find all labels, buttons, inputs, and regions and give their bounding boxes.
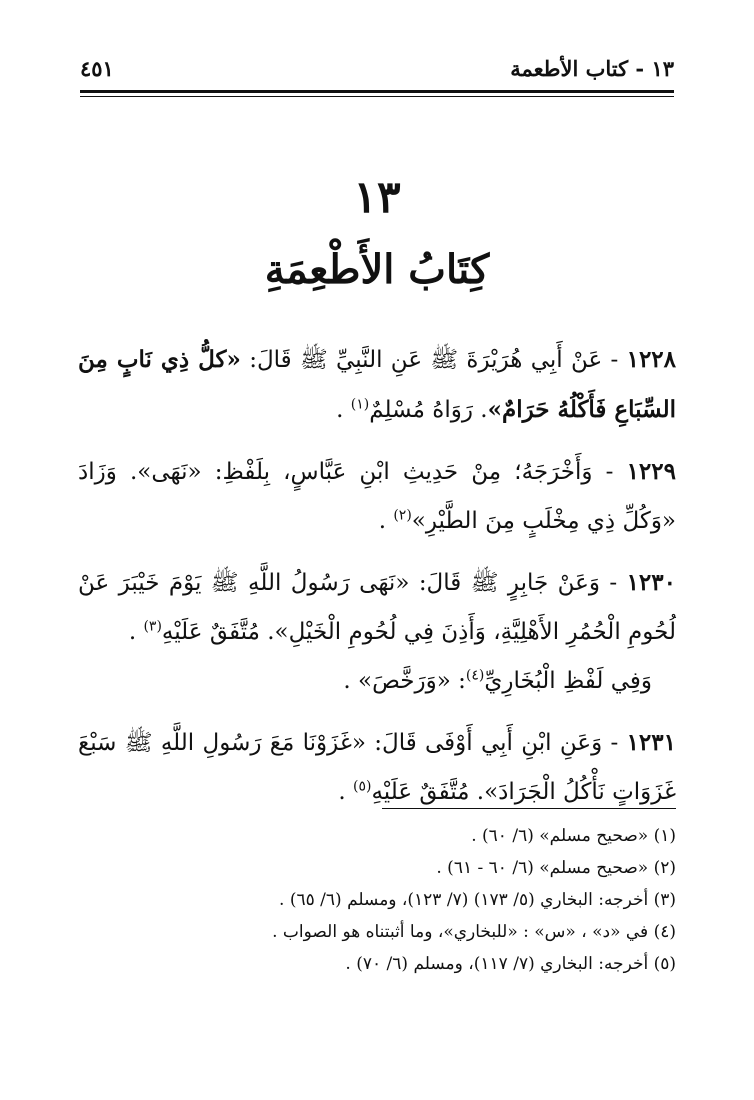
hadith-number: ١٢٢٨ bbox=[626, 346, 677, 373]
footnote-3: (٣) أخرجه: البخاري (٥/ ١٧٣) (٧/ ١٢٣)، ومسلم (٦/ ٦٥) . bbox=[279, 890, 676, 910]
footnote-ref: (١) bbox=[350, 396, 370, 413]
hadith-text: - عَنْ أَبِي هُرَيْرَةَ ﷺ عَنِ النَّبِيِّ ﷺ قَالَ: bbox=[240, 347, 627, 373]
footnote-4: (٤) في «د» ، «س» : «للبخاري»، وما أثبتناه هو الصواب . bbox=[272, 922, 676, 942]
variant-text: وَفِي لَفْظِ الْبُخَارِيِّ bbox=[484, 668, 652, 694]
hadith-1228 bbox=[78, 335, 676, 435]
header-rule-thick bbox=[80, 90, 674, 93]
hadith-text: - وَعَنْ جَابِرٍ ﷺ قَالَ: «نَهَى رَسُولُ اللَّهِ ﷺ يَوْمَ خَيْبَرَ عَنْ لُحُومِ الْحُمُرِ الأَهْلِيَّةِ، وَأَذِنَ فِي لُحُومِ الْخَيْلِ». مُتَّفَقٌ عَلَيْهِ bbox=[78, 570, 676, 645]
footnote-ref: (٤) bbox=[465, 667, 485, 684]
hadith-source: . رَوَاهُ مُسْلِمٌ bbox=[369, 397, 488, 423]
hadith-end: . bbox=[128, 619, 144, 645]
footnote-ref: (٥) bbox=[353, 778, 372, 795]
hadith-text: - وَأَخْرَجَهُ؛ مِنْ حَدِيثِ ابْنِ عَبَّاسٍ، بِلَفْظِ: «نَهَى». وَزَادَ «وَكُلِّ ذِي مِخْلَبٍ مِنَ الطَّيْرِ» bbox=[78, 459, 676, 534]
hadith-1230 bbox=[78, 558, 676, 706]
hadith-1231 bbox=[78, 718, 676, 817]
header-rule-thin bbox=[80, 96, 674, 97]
variant-quote: : «وَرَخَّصَ» . bbox=[343, 668, 466, 694]
footnote-ref: (٣) bbox=[143, 618, 162, 635]
chapter-title: كِتَابُ الأَطْعِمَةِ bbox=[264, 246, 490, 293]
page-number: ٤٥١ bbox=[80, 56, 114, 81]
footnote-5: (٥) أخرجه: البخاري (٧/ ١١٧)، ومسلم (٦/ ٧٠) . bbox=[345, 954, 676, 974]
footnote-2: (٢) «صحيح مسلم» (٦/ ٦٠ - ٦١) . bbox=[436, 858, 676, 878]
hadith-variant-line bbox=[78, 657, 676, 706]
footnote-separator bbox=[382, 808, 676, 809]
hadith-number: ١٢٢٩ bbox=[626, 458, 676, 485]
hadith-number: ١٢٣٠ bbox=[626, 569, 676, 596]
hadith-number: ١٢٣١ bbox=[626, 729, 676, 756]
footnotes bbox=[78, 820, 676, 980]
hadith-end: . bbox=[378, 508, 394, 534]
footnote-1: (١) «صحيح مسلم» (٦/ ٦٠) . bbox=[471, 826, 676, 846]
footnote-ref: (٢) bbox=[393, 507, 412, 524]
hadith-quote: «كلُّ ذِي نَابٍ مِنَ السِّبَاعِ فَأَكْلُهُ حَرَامٌ» bbox=[78, 346, 676, 423]
running-header bbox=[80, 52, 674, 92]
running-header-chapter: ١٣ - كتاب الأطعمة bbox=[510, 56, 674, 81]
hadith-end: . bbox=[336, 397, 351, 423]
hadith-body bbox=[78, 335, 676, 829]
hadith-text: - وَعَنِ ابْنِ أَبِي أَوْفَى قَالَ: «غَزَوْنَا مَعَ رَسُولِ اللَّهِ ﷺ سَبْعَ غَزَوَاتٍ نَأْكُلُ الْجَرَادَ». مُتَّفَقٌ عَلَيْهِ bbox=[78, 730, 676, 805]
hadith-1229 bbox=[78, 447, 676, 546]
chapter-number: ١٣ bbox=[353, 172, 401, 223]
hadith-end: . bbox=[338, 779, 353, 805]
